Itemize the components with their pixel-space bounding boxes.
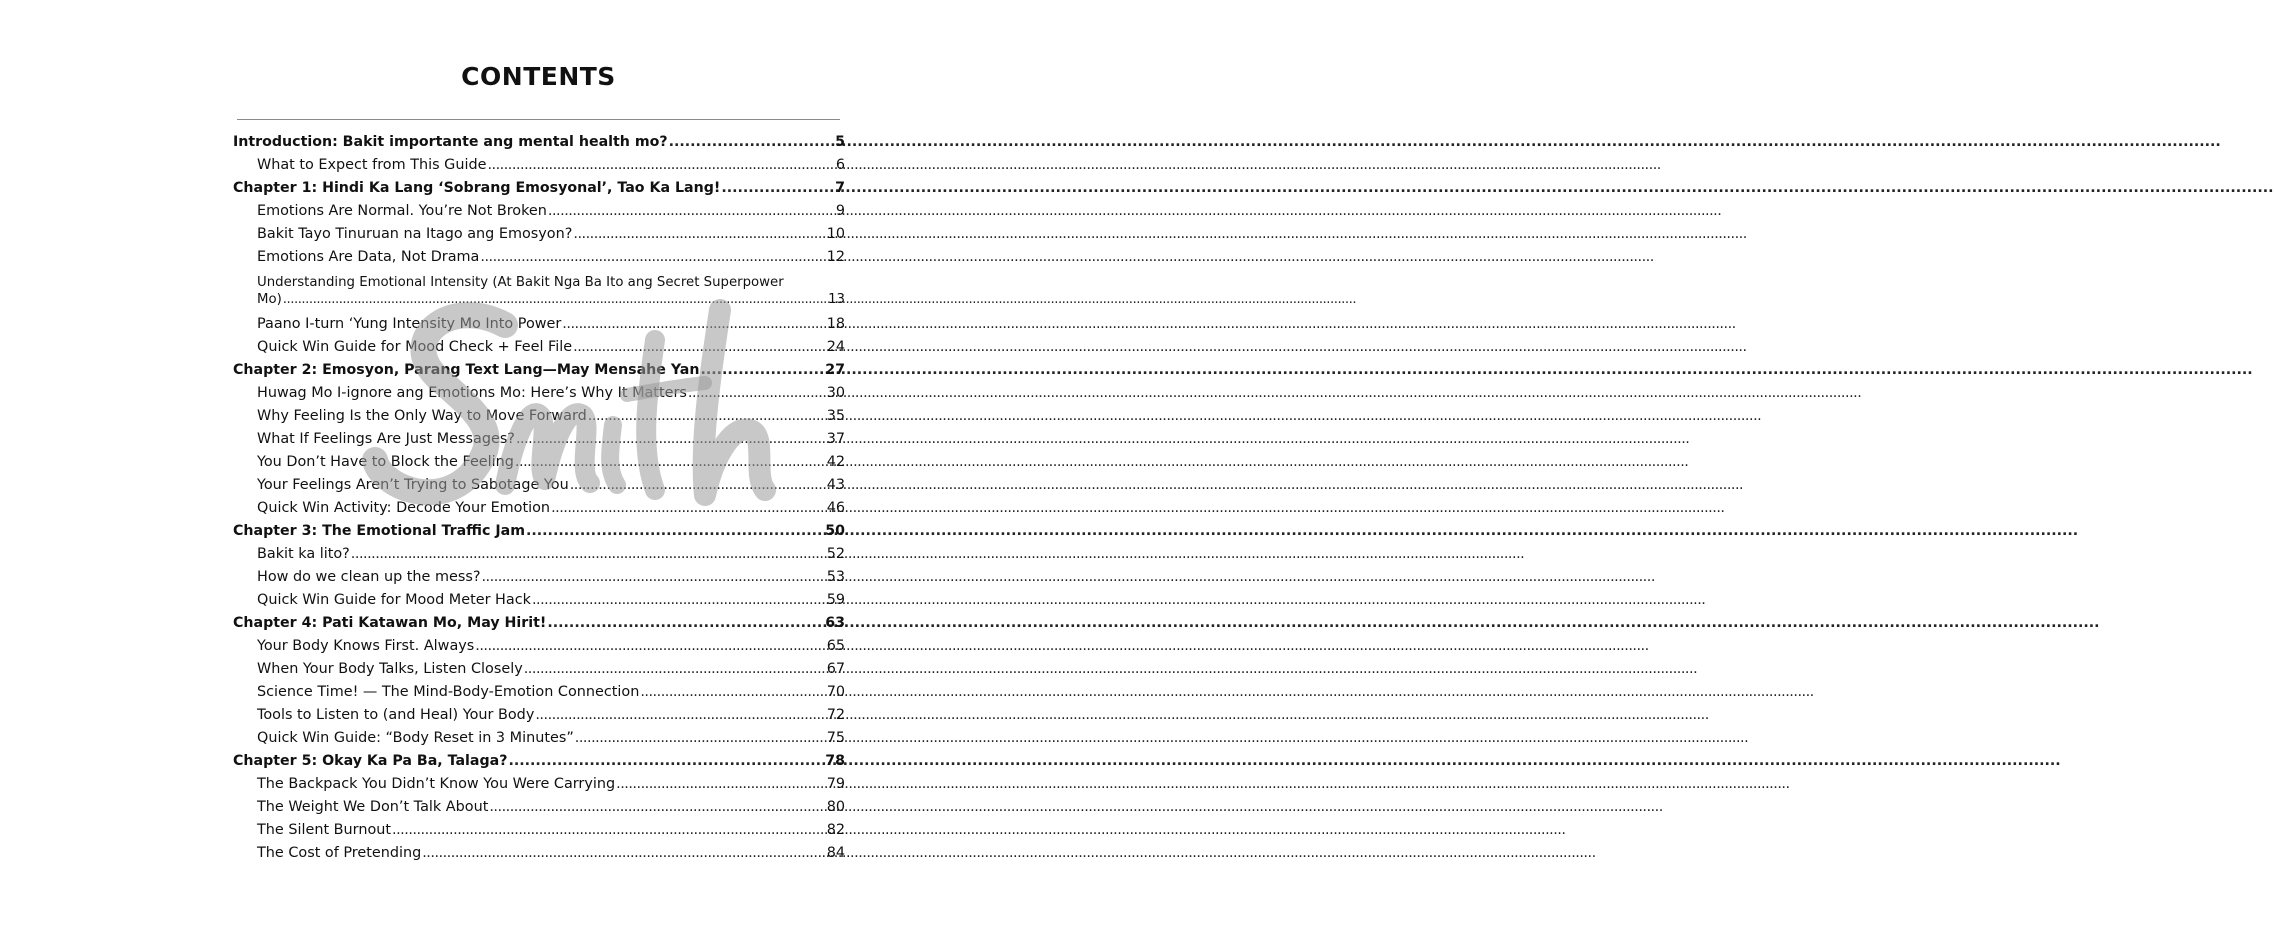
toc-entry-page-number: 5 xyxy=(835,134,845,150)
dot-leader xyxy=(616,776,826,792)
toc-entry-label: Chapter 3: The Emotional Traffic Jam xyxy=(233,523,525,539)
toc-entry[interactable] xyxy=(233,776,845,799)
toc-entry-label: Quick Win Guide for Mood Meter Hack xyxy=(257,592,531,608)
toc-entry-label-continued: Mo) xyxy=(257,292,282,307)
dot-leader xyxy=(392,822,826,838)
dot-leader xyxy=(508,753,824,769)
dot-leader xyxy=(481,569,825,585)
toc-entry[interactable] xyxy=(233,385,845,408)
toc-entry-label: Huwag Mo I-ignore ang Emotions Mo: Here’s Why It Matters xyxy=(257,385,687,401)
dot-leader xyxy=(570,477,826,493)
toc-entry[interactable] xyxy=(233,408,845,431)
toc-entry-chapter-4[interactable] xyxy=(233,615,845,638)
toc-entry[interactable] xyxy=(233,249,845,272)
toc-entry-page-number: 37 xyxy=(826,431,845,447)
toc-entry-label: Why Feeling Is the Only Way to Move Forward xyxy=(257,408,587,424)
toc-entry[interactable] xyxy=(233,339,845,362)
dot-leader xyxy=(475,638,825,654)
toc-entry-chapter-5[interactable] xyxy=(233,753,845,776)
toc-entry[interactable] xyxy=(233,638,845,661)
toc-entry[interactable] xyxy=(233,592,845,615)
toc-entry[interactable] xyxy=(233,822,845,845)
title-divider xyxy=(237,119,840,120)
dot-leader xyxy=(573,226,825,242)
dot-leader xyxy=(669,134,835,150)
toc-entry[interactable] xyxy=(233,661,845,684)
toc-entry-page-number: 6 xyxy=(835,157,845,173)
toc-entry-label: How do we clean up the mess? xyxy=(257,569,481,585)
toc-entry-page-number: 65 xyxy=(826,638,845,654)
dot-leader xyxy=(351,546,826,562)
toc-entry[interactable] xyxy=(233,707,845,730)
toc-entry-label: What to Expect from This Guide xyxy=(257,157,487,173)
toc-entry-label: Understanding Emotional Intensity (At Bakit Nga Ba Ito ang Secret Superpower xyxy=(257,275,784,290)
toc-entry-page-number: 78 xyxy=(825,753,845,769)
toc-entry[interactable] xyxy=(233,203,845,226)
toc-entry-page-number: 24 xyxy=(826,339,845,355)
dot-leader xyxy=(575,730,826,746)
toc-entry-label: Bakit Tayo Tinuruan na Itago ang Emosyon? xyxy=(257,226,573,242)
dot-leader xyxy=(573,339,826,355)
toc-entry-label: Chapter 2: Emosyon, Parang Text Lang—May Mensahe Yan xyxy=(233,362,700,378)
toc-entry-page-number: 59 xyxy=(826,592,845,608)
toc-entry-page-number: 50 xyxy=(825,523,845,539)
toc-entry-page-number: 12 xyxy=(826,249,845,265)
toc-entry-label: Emotions Are Normal. You’re Not Broken xyxy=(257,203,547,219)
toc-entry-label: Bakit ka lito? xyxy=(257,546,350,562)
dot-leader xyxy=(516,431,826,447)
toc-entry-label: The Cost of Pretending xyxy=(257,845,422,861)
toc-entry-page-number: 63 xyxy=(825,615,845,631)
toc-entry-label: When Your Body Talks, Listen Closely xyxy=(257,661,523,677)
dot-leader xyxy=(422,845,825,861)
dot-leader xyxy=(532,592,826,608)
toc-entry[interactable] xyxy=(233,316,845,339)
dot-leader xyxy=(535,707,825,723)
toc-entry-label: Your Feelings Aren’t Trying to Sabotage You xyxy=(257,477,569,493)
toc-entry-label: Chapter 1: Hindi Ka Lang ‘Sobrang Emosyonal’, Tao Ka Lang! xyxy=(233,180,721,196)
toc-entry[interactable] xyxy=(233,500,845,523)
toc-entry-page-number: 18 xyxy=(826,316,845,332)
dot-leader xyxy=(551,500,826,516)
toc-entry-label: Emotions Are Data, Not Drama xyxy=(257,249,480,265)
toc-entry-page-number: 42 xyxy=(826,454,845,470)
toc-entry-page-number: 52 xyxy=(826,546,845,562)
dot-leader xyxy=(700,362,824,378)
toc-entry-page-number: 84 xyxy=(826,845,845,861)
toc-entry-page-number: 13 xyxy=(828,292,845,307)
toc-entry-label: The Weight We Don’t Talk About xyxy=(257,799,489,815)
dot-leader xyxy=(721,180,834,196)
toc-entry-label: You Don’t Have to Block the Feeling xyxy=(257,454,514,470)
page-title: CONTENTS xyxy=(461,62,616,91)
dot-leader xyxy=(640,684,825,700)
toc-entry-page-number: 10 xyxy=(826,226,845,242)
toc-entry-page-number: 30 xyxy=(826,385,845,401)
toc-entry-page-number: 9 xyxy=(835,203,845,219)
dot-leader xyxy=(562,316,825,332)
dot-leader xyxy=(547,615,824,631)
toc-entry[interactable] xyxy=(233,799,845,822)
toc-entry-page-number: 80 xyxy=(826,799,845,815)
toc-entry-page-number: 67 xyxy=(826,661,845,677)
toc-entry-label: Your Body Knows First. Always xyxy=(257,638,475,654)
toc-entry[interactable] xyxy=(233,226,845,249)
toc-entry-page-number: 70 xyxy=(826,684,845,700)
toc-entry[interactable] xyxy=(233,454,845,477)
toc-entry[interactable] xyxy=(233,730,845,753)
toc-entry-page-number: 27 xyxy=(825,362,845,378)
toc-entry-label: Quick Win Activity: Decode Your Emotion xyxy=(257,500,551,516)
dot-leader xyxy=(480,249,825,265)
toc-entry[interactable] xyxy=(233,431,845,454)
toc-entry-chapter-1[interactable] xyxy=(233,180,845,203)
toc-entry-chapter-3[interactable] xyxy=(233,523,845,546)
toc-entry-wrapped[interactable] xyxy=(233,272,845,316)
table-of-contents xyxy=(233,134,845,868)
dot-leader xyxy=(283,291,827,308)
toc-entry-page-number: 82 xyxy=(826,822,845,838)
toc-entry-label: Quick Win Guide for Mood Check + Feel File xyxy=(257,339,573,355)
toc-entry-chapter-2[interactable] xyxy=(233,362,845,385)
toc-entry-label: Paano I-turn ‘Yung Intensity Mo Into Power xyxy=(257,316,562,332)
toc-entry-label: Quick Win Guide: “Body Reset in 3 Minutes” xyxy=(257,730,574,746)
toc-entry-label: Chapter 4: Pati Katawan Mo, May Hirit! xyxy=(233,615,547,631)
toc-entry-label: The Silent Burnout xyxy=(257,822,392,838)
toc-entry-label: The Backpack You Didn’t Know You Were Carrying xyxy=(257,776,616,792)
toc-entry[interactable] xyxy=(233,157,845,180)
dot-leader xyxy=(489,799,825,815)
dot-leader xyxy=(487,157,834,173)
toc-entry[interactable] xyxy=(233,569,845,592)
toc-entry-page-number: 7 xyxy=(835,180,845,196)
toc-entry-introduction[interactable] xyxy=(233,134,845,157)
toc-entry-label: Science Time! — The Mind-Body-Emotion Connection xyxy=(257,684,640,700)
dot-leader xyxy=(548,203,835,219)
toc-entry-page-number: 79 xyxy=(826,776,845,792)
dot-leader xyxy=(526,523,824,539)
toc-entry-page-number: 35 xyxy=(826,408,845,424)
toc-entry-page-number: 72 xyxy=(826,707,845,723)
toc-entry-label: Tools to Listen to (and Heal) Your Body xyxy=(257,707,535,723)
toc-entry[interactable] xyxy=(233,477,845,500)
toc-entry-page-number: 46 xyxy=(826,500,845,516)
toc-entry-label: What If Feelings Are Just Messages? xyxy=(257,431,515,447)
toc-entry-label: Chapter 5: Okay Ka Pa Ba, Talaga? xyxy=(233,753,508,769)
toc-entry-label: Introduction: Bakit importante ang mental health mo? xyxy=(233,134,668,150)
dot-leader xyxy=(515,454,826,470)
toc-entry[interactable] xyxy=(233,684,845,707)
toc-entry[interactable] xyxy=(233,845,845,868)
toc-entry-page-number: 53 xyxy=(826,569,845,585)
dot-leader xyxy=(524,661,826,677)
toc-entry-page-number: 43 xyxy=(826,477,845,493)
dot-leader xyxy=(588,408,826,424)
dot-leader xyxy=(688,385,826,401)
toc-entry-page-number: 75 xyxy=(826,730,845,746)
toc-entry[interactable] xyxy=(233,546,845,569)
